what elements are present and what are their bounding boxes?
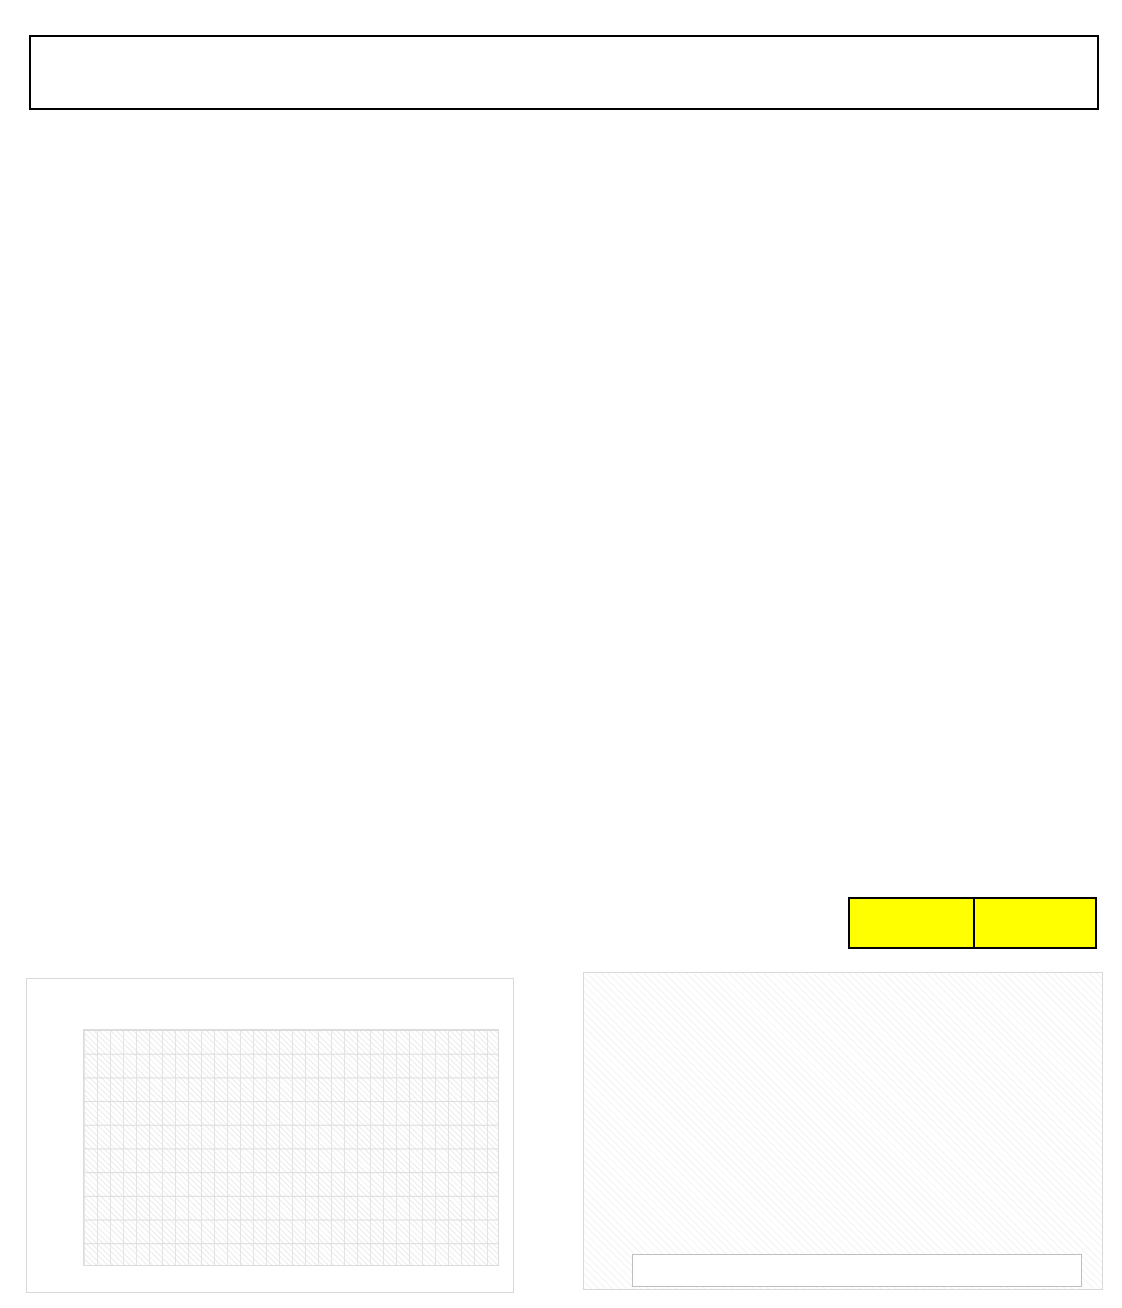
pie-legend: [632, 1254, 1082, 1287]
trades-table: [29, 35, 1099, 110]
legend-swatch-loss: [880, 1264, 893, 1277]
legend-item-profit: [814, 1264, 834, 1277]
legend-item-loss: [880, 1264, 900, 1277]
line-chart: [26, 978, 514, 1293]
summary-total-reaction-cell[interactable]: [850, 899, 973, 947]
legend-swatch-profit: [814, 1264, 827, 1277]
line-chart-plot: [83, 1029, 499, 1266]
header-row: [30, 36, 1098, 109]
pie-chart: [583, 972, 1103, 1290]
table-header-row: [30, 36, 1098, 109]
summary-total-max-cell[interactable]: [973, 899, 1095, 947]
totals-summary: [848, 897, 1097, 949]
